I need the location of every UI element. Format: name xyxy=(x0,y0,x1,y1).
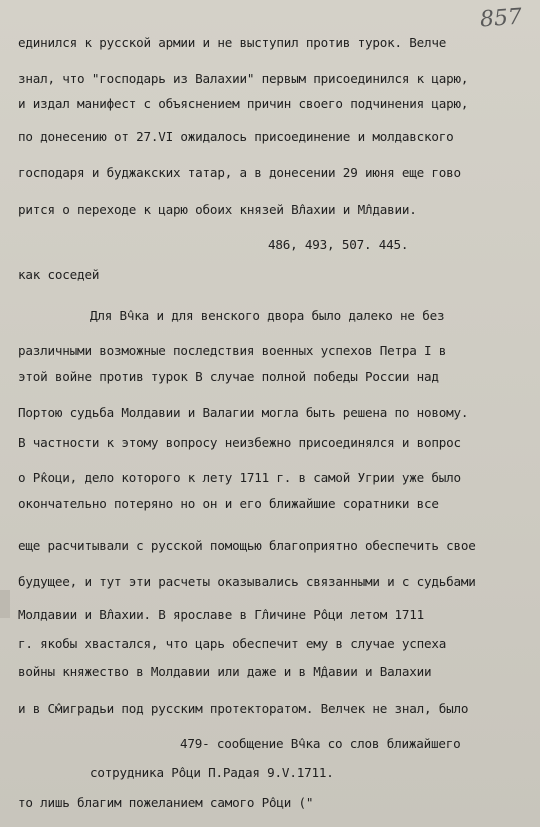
footnote-line: сотрудника Р̂оци П.Радая 9.V.1711. xyxy=(90,765,334,780)
text-line: войны княжество в Молдавии или даже и в М̂давии и Валахии xyxy=(18,664,432,679)
text-line: будущее, и тут эти расчеты оказывались связанными и с судьбами xyxy=(18,574,476,589)
text-line: окончательно потеряно но он и его ближайшие соратники все xyxy=(18,496,439,511)
text-line: рится о переходе к царю обоих князей В̂лахии и М̂лдавии. xyxy=(18,202,417,217)
text-line: и в С̂миградьи под русским протекторатом. Велчек не знал, было xyxy=(18,701,469,716)
text-line: Молдавии и В̂лахии. В ярославе в Г̂личине Р̂оци летом 1711 xyxy=(18,607,425,622)
text-line: то лишь благим пожеланием самого Р̂оци (" xyxy=(18,795,314,810)
text-line: Портою судьба Молдавии и Валагии могла быть решена по новому. xyxy=(18,405,469,420)
paragraph-start: Для В̂чка и для венского двора было далеко не без xyxy=(90,308,445,323)
text-line: еще расчитывали с русской помощью благоприятно обеспечить свое xyxy=(18,538,476,553)
text-line: различными возможные последствия военных успехов Петра I в xyxy=(18,343,447,358)
text-line: о Р̂коци, дело которого к лету 1711 г. в самой Угрии уже было xyxy=(18,470,461,485)
text-line: В частности к этому вопросу неизбежно присоединялся и вопрос xyxy=(18,435,461,450)
page-number: 857 xyxy=(479,4,523,33)
text-line: господаря и буджакских татар, а в донесении 29 июня еще гово xyxy=(18,165,461,180)
footnote-line: 479- сообщение В̂чка со слов ближайшего xyxy=(180,736,461,751)
left-edge-mark xyxy=(0,590,10,618)
citation-line: 486, 493, 507. 445. xyxy=(268,237,409,252)
text-line: знал, что "господарь из Валахии" первым присоединился к царю, xyxy=(18,71,469,86)
text-line: и издал манифест с объяснением причин своего подчинения царю, xyxy=(18,96,469,111)
text-line: по донесению от 27.VI ожидалось присоединение и молдавского xyxy=(18,129,454,144)
text-line: как соседей xyxy=(18,267,100,282)
text-line: г. якобы хвастался, что царь обеспечит ему в случае успеха xyxy=(18,636,447,651)
text-line: этой войне против турок В случае полной победы России над xyxy=(18,369,439,384)
text-line: единился к русской армии и не выступил против турок. Велче xyxy=(18,35,447,50)
